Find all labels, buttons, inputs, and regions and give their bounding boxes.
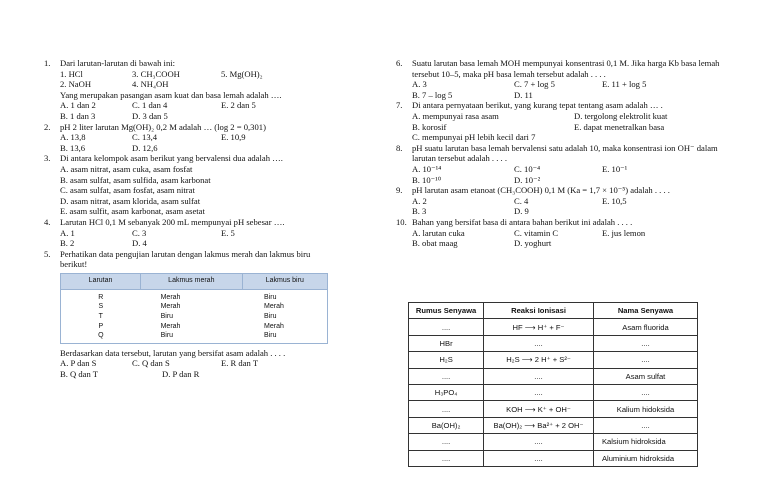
question-text: Perhatikan data pengujian larutan dengan lakmus merah dan lakmus biru berikut! [60,248,311,270]
option-b[interactable]: B. 10⁻¹⁰ [412,174,442,185]
compound-item: 5. Mg(OH)₂ [221,68,263,79]
cell-larutan: R [98,293,104,301]
question-number: 3. [44,153,51,164]
question-2 [44,122,334,154]
table-row [409,401,698,417]
question-text: pH suatu larutan basa lemah bervalensi satu adalah 10, maka konsentrasi ion OH⁻ dalam larutan tersebut adalah . . . . [412,142,718,164]
compound-item: 3. CH₃COOH [132,68,180,79]
table-row [409,417,698,433]
option-a[interactable]: A. larutan cuka [412,227,465,238]
cell-rumus: .... [409,434,484,450]
cell-reaksi: .... [484,434,594,450]
cell-nama: .... [593,417,697,433]
cell-lakmus-merah: Merah [160,322,181,330]
cell-nama: Kalium hidoksida [593,401,697,417]
cell-lakmus-biru: Biru [264,313,277,321]
option-a[interactable]: A. 13,8 [60,132,86,143]
header-lakmus-biru: Lakmus biru [242,273,327,289]
question-intro: Dari larutan-larutan di bawah ini: [60,58,176,68]
option-c[interactable]: C. 13,4 [132,132,158,143]
cell-reaksi: .... [484,368,594,384]
question-10 [396,217,726,249]
cell-lakmus-biru: Biru [264,332,277,340]
option-row [412,111,726,122]
cell-nama: .... [593,384,697,400]
table-row [61,302,328,312]
option-e[interactable]: E. 11 + log 5 [602,79,647,90]
option-row [412,228,726,239]
question-3 [44,153,334,217]
cell-lakmus-merah: Biru [160,313,174,321]
option-b[interactable]: B. korosif [412,121,447,132]
question-8 [396,143,726,185]
cell-rumus: HBr [409,335,484,351]
cell-lakmus-merah: Merah [160,293,181,301]
table-row [409,352,698,368]
table-row [409,368,698,384]
question-number: 8. [396,142,403,153]
option-c[interactable]: C. 7 + log 5 [514,79,555,90]
option-row [412,79,726,90]
option-e[interactable]: E. 10⁻¹ [602,163,628,174]
option-e[interactable]: E. 2 dan 5 [221,100,256,111]
header-lakmus-merah: Lakmus merah [141,273,242,289]
option-c[interactable]: C. Q dan S [132,358,170,369]
cell-nama: Asam sulfat [593,368,697,384]
table-row [61,312,328,322]
compound-row [60,79,334,90]
option-d[interactable]: D. 9 [514,206,529,217]
compound-row [60,69,334,80]
option-d[interactable]: D. 10⁻² [514,174,541,185]
option-d[interactable]: D. asam nitrat, asam klorida, asam sulfat [60,195,201,206]
option-a[interactable]: A. 1 dan 2 [60,100,96,111]
option-d[interactable]: D. yoghurt [514,238,552,249]
option-e[interactable]: E. 10,5 [602,195,627,206]
question-number: 1. [44,58,51,68]
option-row [60,238,334,249]
option-a[interactable]: A. P dan S [60,358,97,369]
header-rumus-senyawa: Rumus Senyawa [409,303,484,319]
option-c[interactable]: C. 10⁻⁴ [514,163,541,174]
option-row [412,238,726,249]
question-4 [44,217,334,249]
compound-item: 1. HCl [60,68,83,79]
option-d[interactable]: D. 4 [132,238,147,249]
question-number: 5. [44,248,51,259]
cell-larutan: T [98,313,103,321]
table-row [61,331,328,343]
cell-nama: Aluminium hidroksida [593,450,697,466]
option-row [412,196,726,207]
option-b[interactable]: B. obat maag [412,238,458,249]
option-e[interactable]: E. jus lemon [602,227,646,238]
question-number: 7. [396,100,403,111]
option-row [412,175,726,186]
question-number: 10. [396,216,407,227]
right-column [396,58,726,249]
cell-nama: Kalsium hidroksida [593,434,697,450]
option-a[interactable]: A. mempunyai rasa asam [412,110,499,121]
option-a[interactable]: A. 2 [412,195,427,206]
option-b[interactable]: B. 2 [60,238,75,249]
header-larutan: Larutan [61,273,141,289]
option-a[interactable]: A. 1 [60,227,75,238]
option-d[interactable]: D. tergolong elektrolit kuat [574,110,668,121]
table-row [61,289,328,302]
option-row [60,132,334,143]
cell-lakmus-merah: Biru [160,332,174,340]
option-c[interactable]: C. 4 [514,195,529,206]
option-a[interactable]: A. 10⁻¹⁴ [412,163,442,174]
option-row [412,132,726,143]
cell-nama: .... [593,335,697,351]
compound-item: 2. NaOH [60,79,92,90]
question-text: Suatu larutan basa lemah MOH mempunyai konsentrasi 0,1 M. Jika harga Kb basa lemah tersebut 10–5, maka pH basa lemah tersebut adalah . . . . [412,58,720,79]
question-9 [396,185,726,217]
cell-reaksi: H₂S ⟶ 2 H⁺ + S²⁻ [484,352,594,368]
question-5 [44,249,334,380]
header-reaksi-ionisasi: Reaksi Ionisasi [484,303,594,319]
option-e[interactable]: E. asam sulfit, asam karbonat, asam asetat [60,206,205,217]
cell-lakmus-biru: Merah [264,303,284,311]
option-row [60,369,334,380]
option-d[interactable]: D. 12,6 [132,142,158,153]
cell-reaksi: Ba(OH)₂ ⟶ Ba²⁺ + 2 OH⁻ [484,417,594,433]
cell-lakmus-biru: Merah [264,322,284,330]
header-nama-senyawa: Nama Senyawa [593,303,697,319]
cell-rumus: .... [409,319,484,335]
cell-reaksi: KOH ⟶ K⁺ + OH⁻ [484,401,594,417]
cell-rumus: .... [409,401,484,417]
cell-rumus: .... [409,450,484,466]
option-c[interactable]: C. 1 dan 4 [132,100,168,111]
cell-lakmus-merah: Merah [160,303,181,311]
option-c[interactable]: C. 3 [132,227,147,238]
option-e[interactable]: E. dapat menetralkan basa [574,121,665,132]
question-number: 4. [44,216,51,227]
question-number: 9. [396,185,403,196]
cell-nama: .... [593,352,697,368]
cell-larutan: P [98,322,104,330]
cell-lakmus-biru: Biru [264,293,277,301]
question-text: Di antara kelompok asam berikut yang bervalensi dua adalah …. [60,153,283,164]
option-b[interactable]: B. 7 – log 5 [412,89,453,100]
cell-reaksi: .... [484,450,594,466]
question-1 [44,58,334,122]
option-b[interactable]: B. 3 [412,206,427,217]
senyawa-table [408,302,698,467]
option-e[interactable]: E. 5 [221,227,235,238]
question-text: pH 2 liter larutan Mg(OH)₂ 0,2 M adalah … (log 2 = 0,301) [60,121,266,132]
option-row [60,228,334,239]
question-number: 2. [44,121,51,132]
left-column [44,58,334,380]
question-text: Bahan yang bersifat basa di antara bahan berikut ini adalah . . . . [412,216,633,227]
cell-rumus: .... [409,368,484,384]
table-row [409,434,698,450]
option-row [60,358,334,369]
option-d[interactable]: D. 3 dan 5 [132,110,168,121]
cell-reaksi: HF ⟶ H⁺ + F⁻ [484,319,594,335]
cell-nama: Asam fluorida [593,319,697,335]
table-row [409,384,698,400]
option-c[interactable]: C. vitamin C [514,227,559,238]
option-c[interactable]: C. asam sulfat, asam fosfat, asam nitrat [60,185,195,196]
question-number: 6. [396,58,403,68]
option-b[interactable]: B. asam sulfat, asam sulfida, asam karbonat [60,174,211,185]
option-b[interactable]: B. 1 dan 3 [60,110,96,121]
option-a[interactable]: A. 3 [412,79,427,90]
option-row [412,122,726,133]
option-b[interactable]: B. 13,6 [60,142,86,153]
option-row [412,90,726,101]
option-d[interactable]: D. P dan R [162,369,200,380]
cell-reaksi: .... [484,335,594,351]
cell-rumus: H₂S [409,352,484,368]
option-a[interactable]: A. asam nitrat, asam cuka, asam fosfat [60,163,193,174]
table-row [409,450,698,466]
option-row [412,164,726,175]
question-7 [396,100,726,142]
question-text: Berdasarkan data tersebut, larutan yang bersifat asam adalah . . . . [60,347,286,358]
option-b[interactable]: B. Q dan T [60,369,99,380]
cell-reaksi: .... [484,384,594,400]
table-row [61,322,328,332]
question-6 [396,58,726,100]
cell-rumus: H₃PO₄ [409,384,484,400]
question-text: pH larutan asam etanoat (CH₃COOH) 0,1 M (Ka = 1,7 × 10⁻⁵) adalah . . . . [412,185,670,196]
cell-larutan: Q [98,332,104,340]
option-d[interactable]: D. 11 [514,89,533,100]
option-row [60,143,334,154]
option-c[interactable]: C. mempunyai pH lebih kecil dari 7 [412,132,536,143]
cell-rumus: Ba(OH)₂ [409,417,484,433]
question-text: Larutan HCl 0,1 M sebanyak 200 mL mempunyai pH sebesar …. [60,216,285,227]
option-row [60,100,334,111]
option-e[interactable]: E. 10,9 [221,132,246,143]
cell-larutan: S [98,303,104,311]
option-row [412,206,726,217]
compound-item: 4. NH₄OH [132,79,169,90]
option-e[interactable]: E. R dan T [221,358,259,369]
option-row [60,111,334,122]
lakmus-table [60,273,328,344]
table-row [409,319,698,335]
question-text: Di antara pernyataan berikut, yang kurang tepat tentang asam adalah … . [412,100,663,111]
question-text: Yang merupakan pasangan asam kuat dan basa lemah adalah …. [60,89,282,100]
table-row [409,335,698,351]
